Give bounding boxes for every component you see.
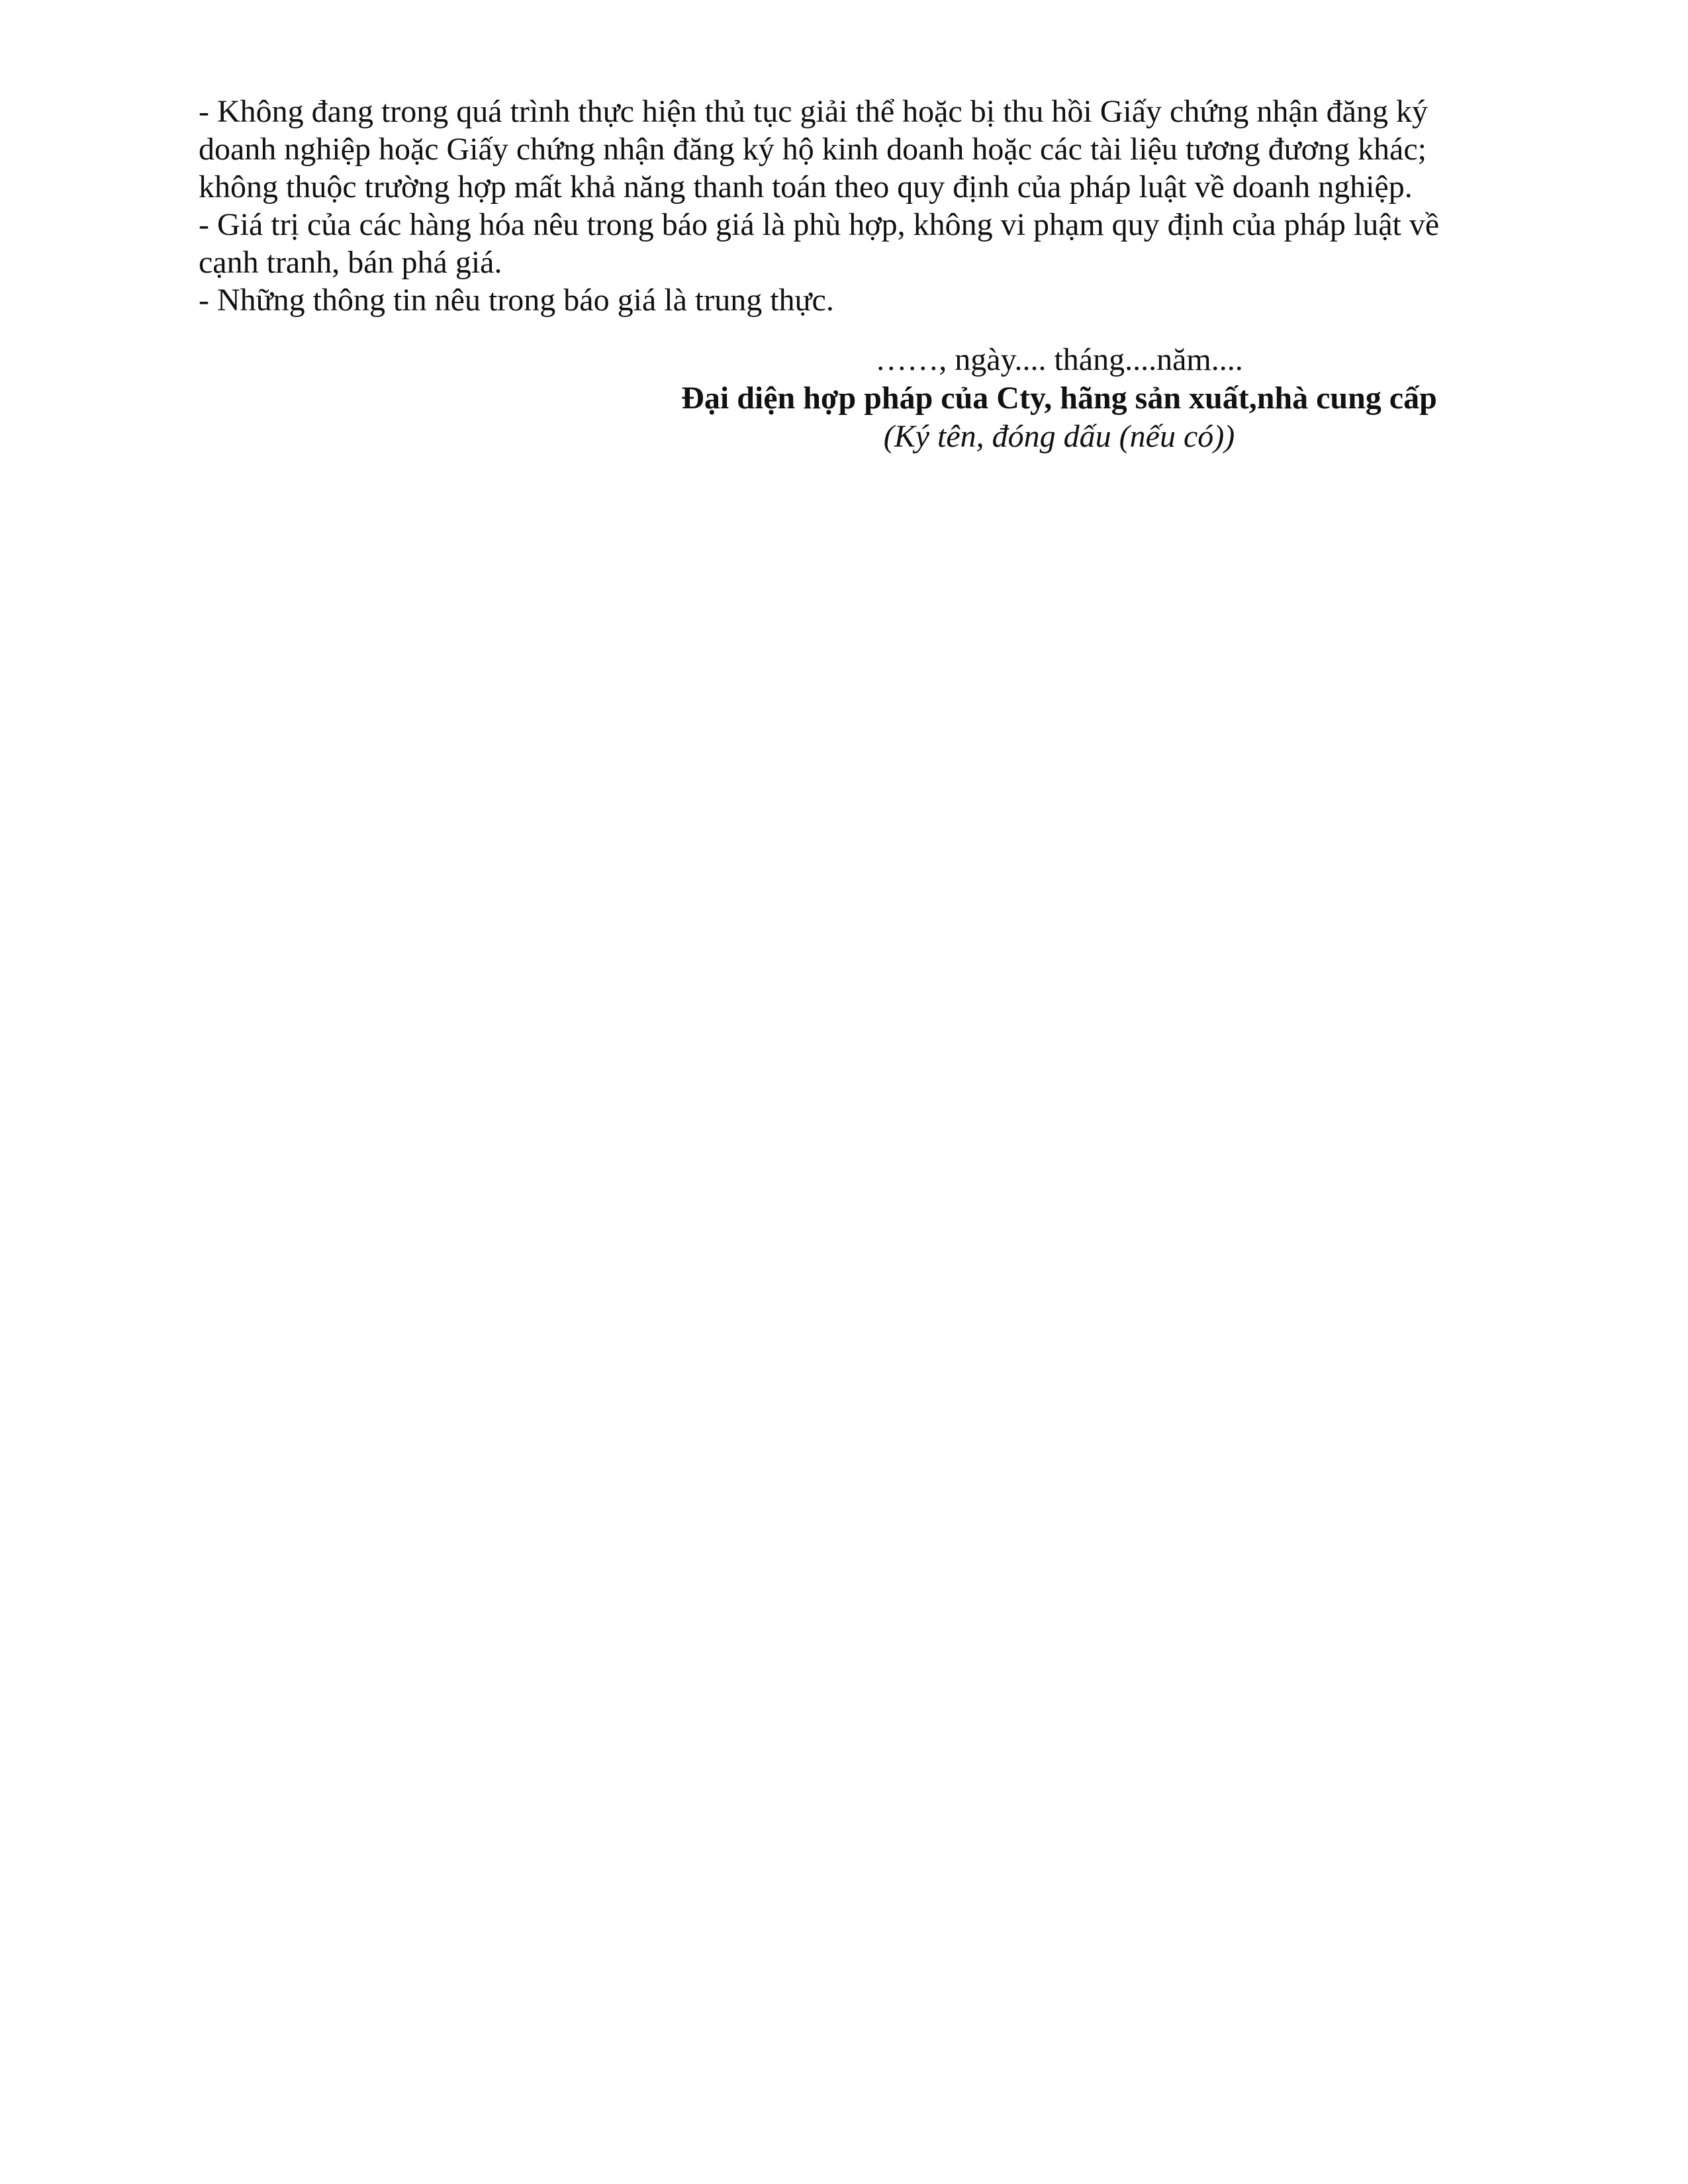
paragraph-line: cạnh tranh, bán phá giá. <box>199 245 502 280</box>
signature-block <box>596 341 1523 456</box>
signature-representative: Đại diện hợp pháp của Cty, hãng sản xuất,nhà cung cấp <box>681 381 1437 416</box>
signature-date-line: ……, ngày.... tháng....năm.... <box>875 342 1243 377</box>
paragraph-line: không thuộc trường hợp mất khả năng thanh toán theo quy định của pháp luật về doanh nghiệp. <box>199 169 1413 205</box>
paragraph-line: doanh nghiệp hoặc Giấy chứng nhận đăng ký hộ kinh doanh hoặc các tài liệu tương đương khác; <box>199 132 1427 167</box>
signature-note: (Ký tên, đóng dấu (nếu có)) <box>883 419 1235 454</box>
paragraph-line: - Những thông tin nêu trong báo giá là trung thực. <box>199 283 834 318</box>
paragraph-line: - Giá trị của các hàng hóa nêu trong báo giá là phù hợp, không vi phạm quy định của pháp luật về <box>199 207 1440 242</box>
document-body <box>199 93 1536 319</box>
paragraph-line: - Không đang trong quá trình thực hiện thủ tục giải thể hoặc bị thu hồi Giấy chứng nhận đăng ký <box>199 94 1428 129</box>
